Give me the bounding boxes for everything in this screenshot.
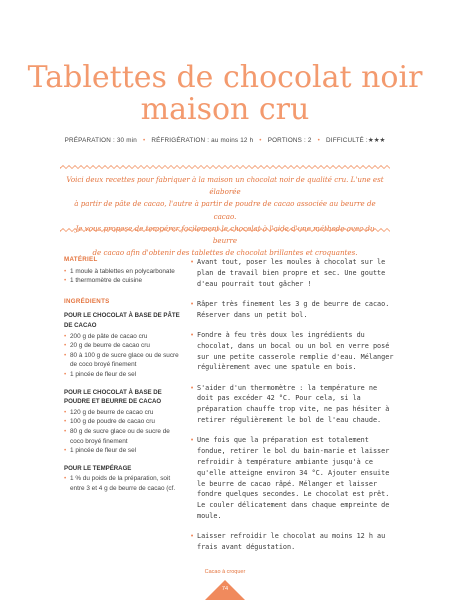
refrigeration-time: RÉFRIGÉRATION : au moins 12 h [151, 137, 254, 144]
step-paragraph: • Avant tout, poser les moules à chocolat sur le plan de travail bien propre et sec. Une goutte d'eau pourrait tout gâcher ! [190, 257, 396, 289]
difficulty-label: DIFFICULTÉ : [326, 137, 368, 144]
materiel-list [64, 267, 184, 286]
running-footer: Cacao à croquer [204, 569, 246, 575]
list-item: • 1 % du poids de la préparation, soit entre 3 et 4 g de beurre de cacao (cf. [64, 474, 184, 493]
intro-line: Voici deux recettes pour fabriquer à la maison un chocolat noir de qualité cru. L'une est élaborée [66, 175, 384, 197]
list-item: • 20 g de beurre de cacao cru [64, 341, 184, 351]
wave-divider-top [60, 165, 390, 169]
intro-line: à partir de pâte de cacao, l'autre à partir de poudre de cacao associée au beurre de cacao. [74, 199, 376, 221]
intro-line: de cacao afin d'obtenir des tablettes de chocolat brillantes et croquantes. [92, 248, 358, 258]
ingredient-list [64, 474, 184, 493]
list-item: • 120 g de beurre de cacao cru [64, 408, 184, 418]
list-item: • 1 thermomètre de cuisine [64, 276, 184, 286]
step-paragraph: • S'aider d'un thermomètre : la température ne doit pas excéder 42 °C. Pour cela, si la préparation chauffe trop vite, ne pas hésiter à retirer régulièrement le bol de l'eau chaude. [190, 383, 396, 426]
group-heading: POUR LE CHOCOLAT À BASE DE POUDRE ET BEURRE DE CACAO [64, 388, 162, 406]
step-paragraph: • Râper très finement les 3 g de beurre de cacao. Réserver dans un petit bol. [190, 299, 396, 321]
intro-line: Je vous propose de tempérer facilement le chocolat à l'aide d'une méthode avec du beurre [75, 223, 375, 246]
step-paragraph: • Fondre à feu très doux les ingrédients du chocolat, dans un bocal ou un bol en verre posé sur une petite casserole remplie d'eau. Mélanger régulièrement avec une spatule en bois. [190, 330, 396, 373]
list-item: • 100 g de poudre de cacao cru [64, 417, 184, 427]
ingredient-list [64, 408, 184, 456]
wave-divider-bottom [60, 228, 390, 232]
step-paragraph: • Une fois que la préparation est totalement fondue, retirer le bol du bain-marie et laisser refroidir à température ambiante jusqu'à ce qu'elle atteigne environ 34 °C. Ajouter ensuite le beurre de cacao râpé. Mélanger et laisser fondre quelques secondes. Le chocolat est prêt. Le couler délicatement dans chaque empreinte de moule. [190, 435, 396, 521]
ingredients-column [64, 255, 184, 493]
list-item: • 200 g de pâte de cacao cru [64, 332, 184, 342]
page-title-line-2: maison cru [140, 92, 310, 127]
ingredients-heading: INGRÉDIENTS [64, 297, 110, 305]
list-item: • 1 moule à tablettes en polycarbonate [64, 267, 184, 277]
steps-column [190, 257, 396, 562]
separator-dot-icon: • [317, 137, 321, 144]
page-title [0, 62, 450, 126]
group-heading: POUR LE TEMPÉRAGE [64, 464, 132, 472]
prep-time: PRÉPARATION : 30 min [64, 137, 137, 144]
difficulty-stars-icon: ★★★ [367, 137, 386, 144]
list-item: • 80 g de sucre glace ou de sucre de coco broyé finement [64, 427, 184, 446]
separator-dot-icon: • [142, 137, 146, 144]
intro-paragraph [66, 174, 384, 259]
group-heading: POUR LE CHOCOLAT À BASE DE PÂTE DE CACAO [64, 312, 180, 329]
list-item: • 1 pincée de fleur de sel [64, 370, 184, 380]
materiel-heading: MATÉRIEL [64, 256, 98, 263]
list-item: • 1 pincée de fleur de sel [64, 446, 184, 456]
separator-dot-icon: • [259, 137, 262, 144]
page-title-line-1: Tablettes de chocolat noir [27, 60, 423, 95]
list-item: • 80 à 100 g de sucre glace ou de sucre de coco broyé finement [64, 351, 184, 370]
step-paragraph: • Laisser refroidir le chocolat au moins 12 h au frais avant dégustation. [190, 531, 396, 553]
page-number: 74 [221, 586, 229, 592]
portions: PORTIONS : 2 [267, 137, 312, 144]
recipe-meta [0, 137, 450, 144]
ingredient-list [64, 332, 184, 380]
